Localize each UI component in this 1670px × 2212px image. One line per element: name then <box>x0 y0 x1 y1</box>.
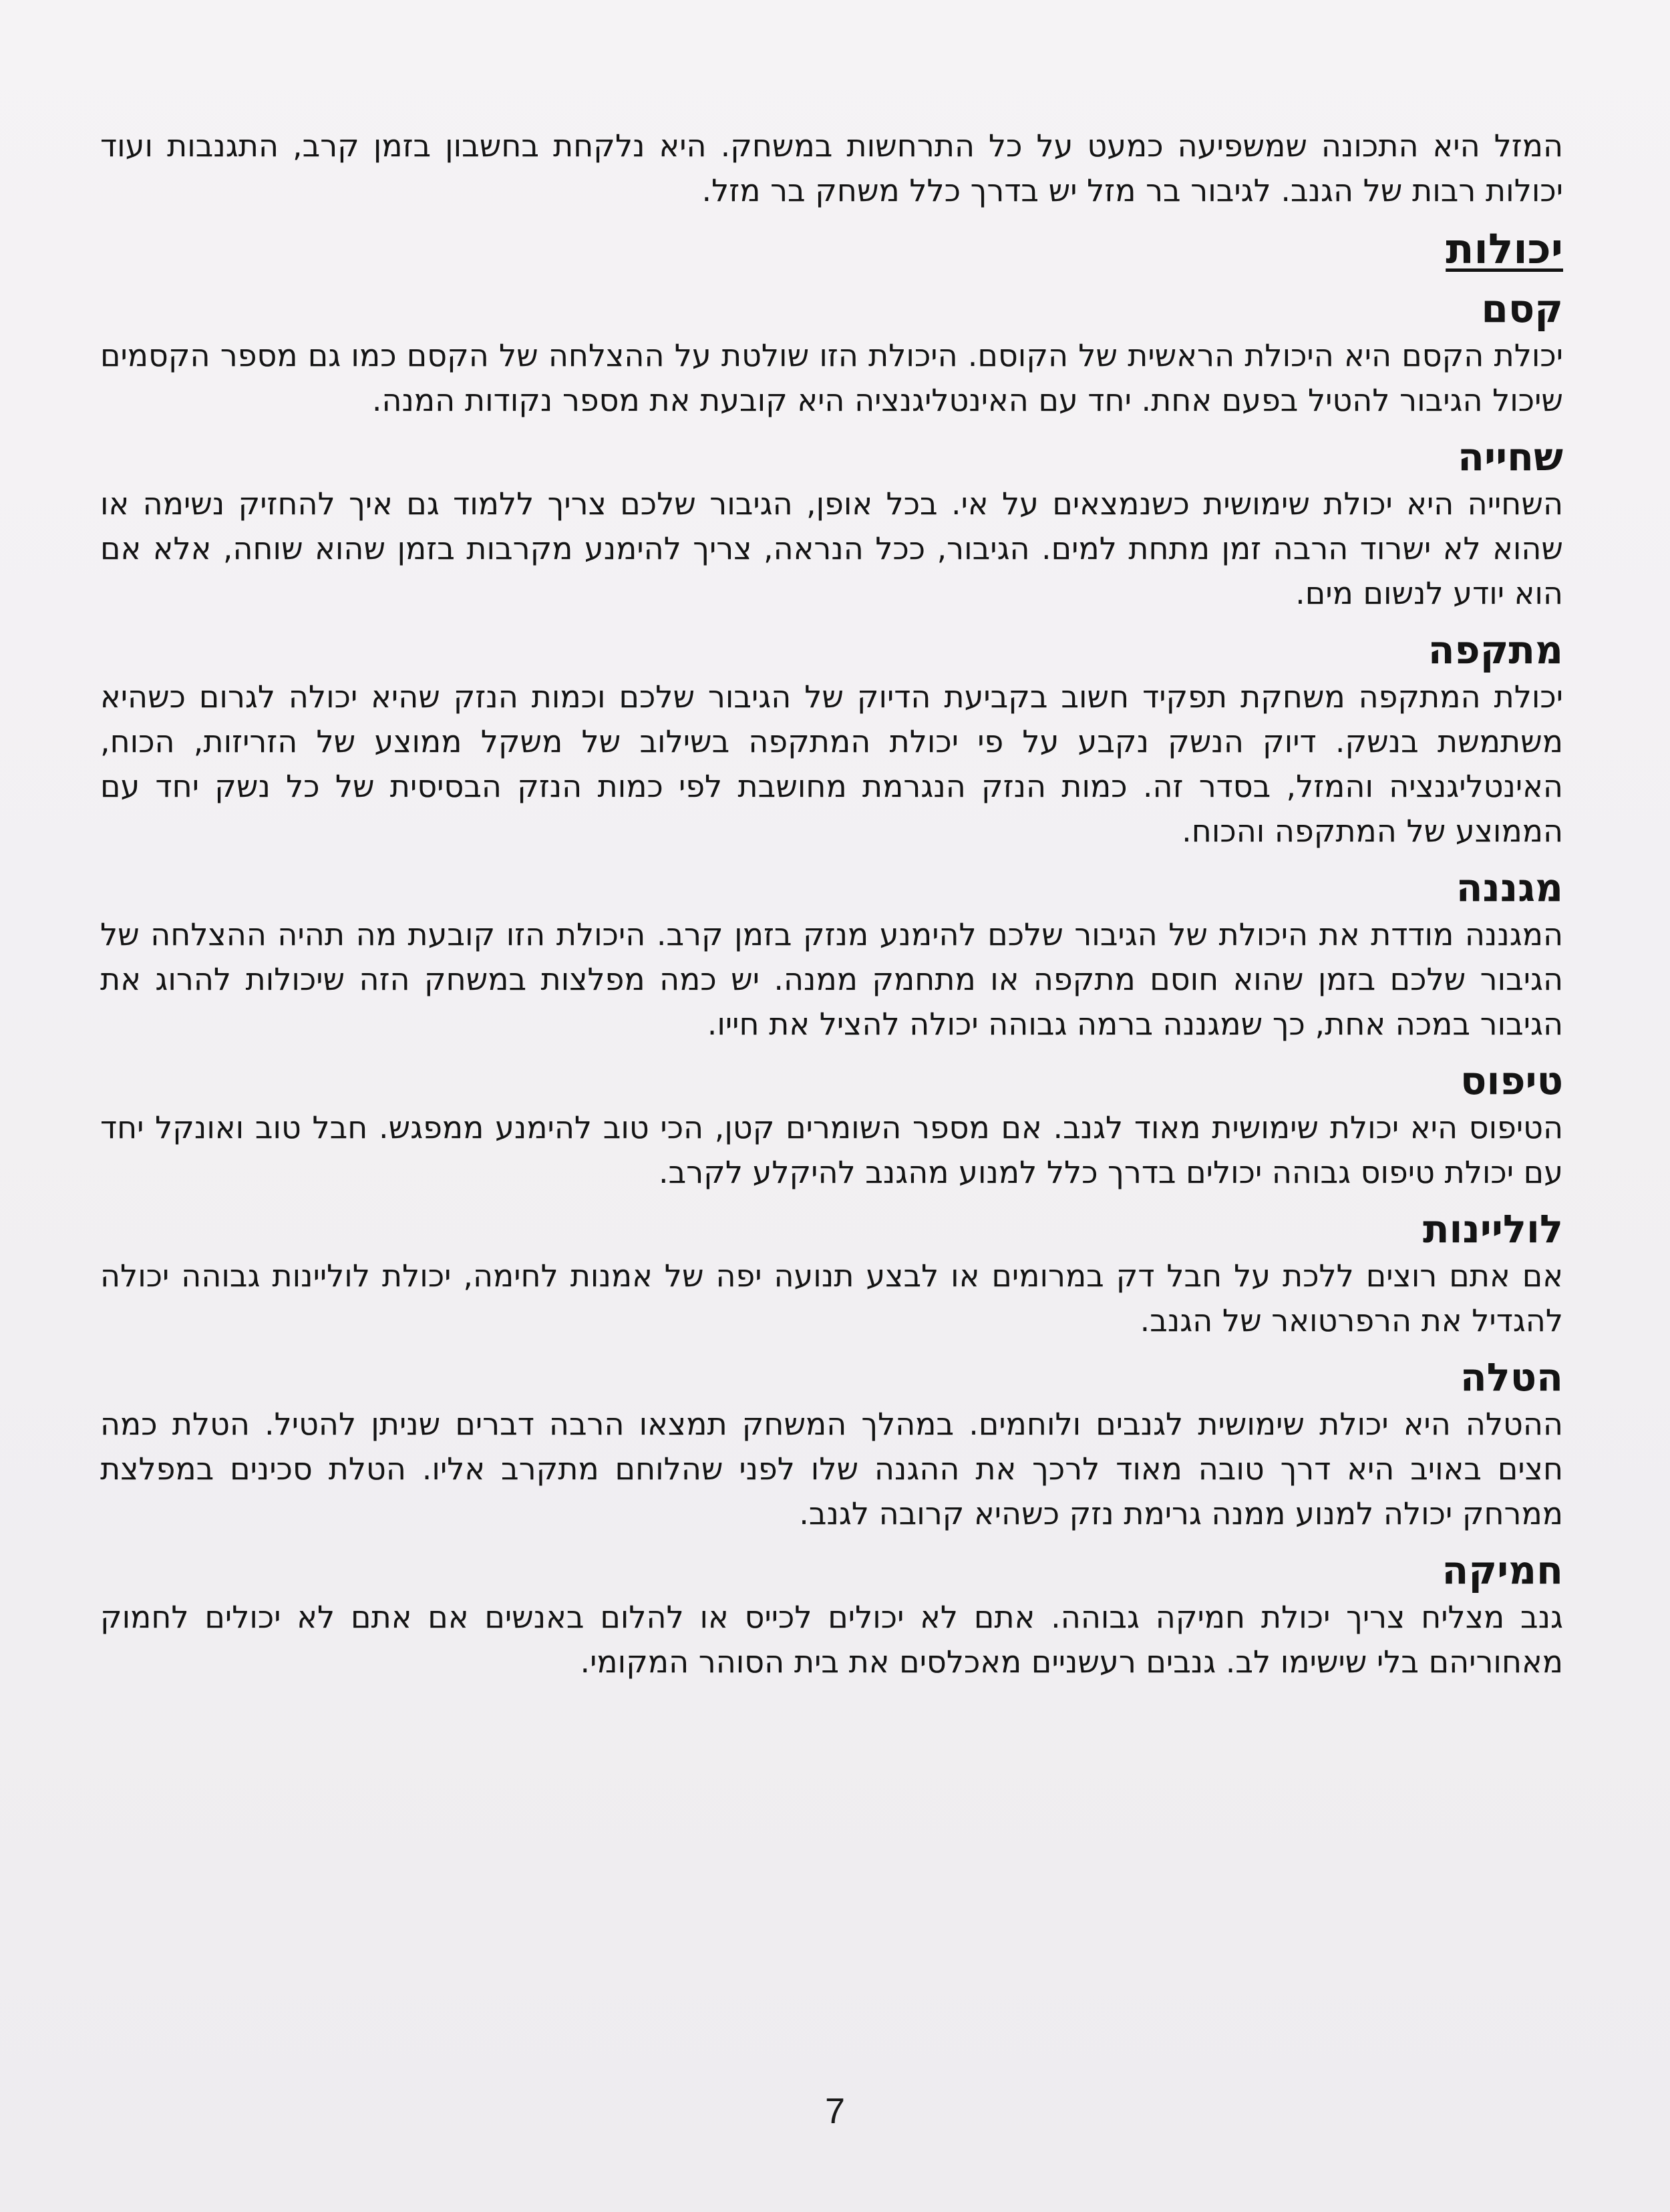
paragraph-throwing: ההטלה היא יכולת שימושית לגנבים ולוחמים. במהלך המשחק תמצאו הרבה דברים שניתן להטיל. הטלת כמה חצים באויב היא דרך טובה מאוד לרכך את ההגנה שלו לפני שהלוחם מתקרב אליו. הטלת סכינים במפלצת ממרחק יכולה למנוע ממנה גרימת נזק כשהיא קרובה לגנב. <box>100 1406 1563 1531</box>
paragraph-climbing: הטיפוס היא יכולת שימושית מאוד לגנב. אם מספר השומרים קטן, הכי טוב להימנע ממפגש. חבל טוב ואונקל יחד עם יכולת טיפוס גבוהה יכולים בדרך כלל למנוע מהגנב להיקלע לקרב. <box>100 1109 1563 1190</box>
heading-acrobatics: לוליינות <box>1422 1206 1563 1252</box>
paragraph-defense: המגננה מודדת את היכולת של הגיבור שלכם להימנע מנזק בזמן קרב. היכולת הזו קובעת מה תהיה ההצלחה של הגיבור שלכם בזמן שהוא חוסם מתקפה או מתחמק ממנה. יש כמה מפלצות במשחק הזה שיכולות להרוג את הגיבור במכה אחת, כך שמגננה ברמה גבוהה יכולה להציל את חייו. <box>100 916 1563 1042</box>
section-title: יכולות <box>1446 224 1563 273</box>
heading-magic: קסם <box>1481 286 1563 331</box>
heading-defense: מגננה <box>1456 865 1563 910</box>
heading-climbing: טיפוס <box>1460 1058 1563 1103</box>
heading-throwing: הטלה <box>1460 1354 1563 1400</box>
paragraph-swimming: השחייה היא יכולת שימושית כשנמצאים על אי. בכל אופן, הגיבור שלכם צריך ללמוד גם איך להחזיק נשימה או שהוא לא ישרוד הרבה זמן מתחת למים. הגיבור, ככל הנראה, צריך להימנע מקרבות בזמן שהוא שוחה, אלא אם הוא יודע לנשום מים. <box>100 486 1563 611</box>
paragraph-attack: יכולת המתקפה משחקת תפקיד חשוב בקביעת הדיוק של הגיבור שלכם וכמות הנזק שהיא יכולה לגרום כשהיא משתמשת בנשק. דיוק הנשק נקבע על פי יכולת המתקפה בשילוב של משקל ממוצע של הזריזות, הכוח, האינטליגנציה והמזל, בסדר זה. כמות הנזק הנגרמת מחושבת לפי כמות הנזק הבסיסית של כל נשק יחד עם הממוצע של המתקפה והכוח. <box>100 679 1563 849</box>
page-content <box>100 124 1563 1684</box>
heading-attack: מתקפה <box>1428 627 1563 673</box>
heading-swimming: שחייה <box>1458 434 1563 480</box>
paragraph-magic: יכולת הקסם היא היכולת הראשית של הקוסם. היכולת הזו שולטת על ההצלחה של הקסם כמו גם מספר הקסמים שיכול הגיבור להטיל בפעם אחת. יחד עם האינטליגנציה היא קובעת את מספר נקודות המנה. <box>100 337 1563 418</box>
page-number: 7 <box>824 2091 846 2131</box>
paragraph-acrobatics: אם אתם רוצים ללכת על חבל דק במרומים או לבצע תנועה יפה של אמנות לחימה, יכולת לוליינות גבוהה יכולה להגדיל את הרפרטואר של הגנב. <box>100 1258 1563 1338</box>
intro-paragraph: המזל היא התכונה שמשפיעה כמעט על כל התרחשות במשחק. היא נלקחת בחשבון בזמן קרב, התגנבות ועוד יכולות רבות של הגנב. לגיבור בר מזל יש בדרך כלל משחק בר מזל. <box>100 128 1563 208</box>
paragraph-stealth: גנב מצליח צריך יכולת חמיקה גבוהה. אתם לא יכולים לכייס או להלום באנשים אם אתם לא יכולים לחמוק מאחוריהם בלי שישימו לב. גנבים רעשניים מאכלסים את בית הסוהר המקומי. <box>100 1599 1563 1680</box>
heading-stealth: חמיקה <box>1442 1547 1563 1593</box>
